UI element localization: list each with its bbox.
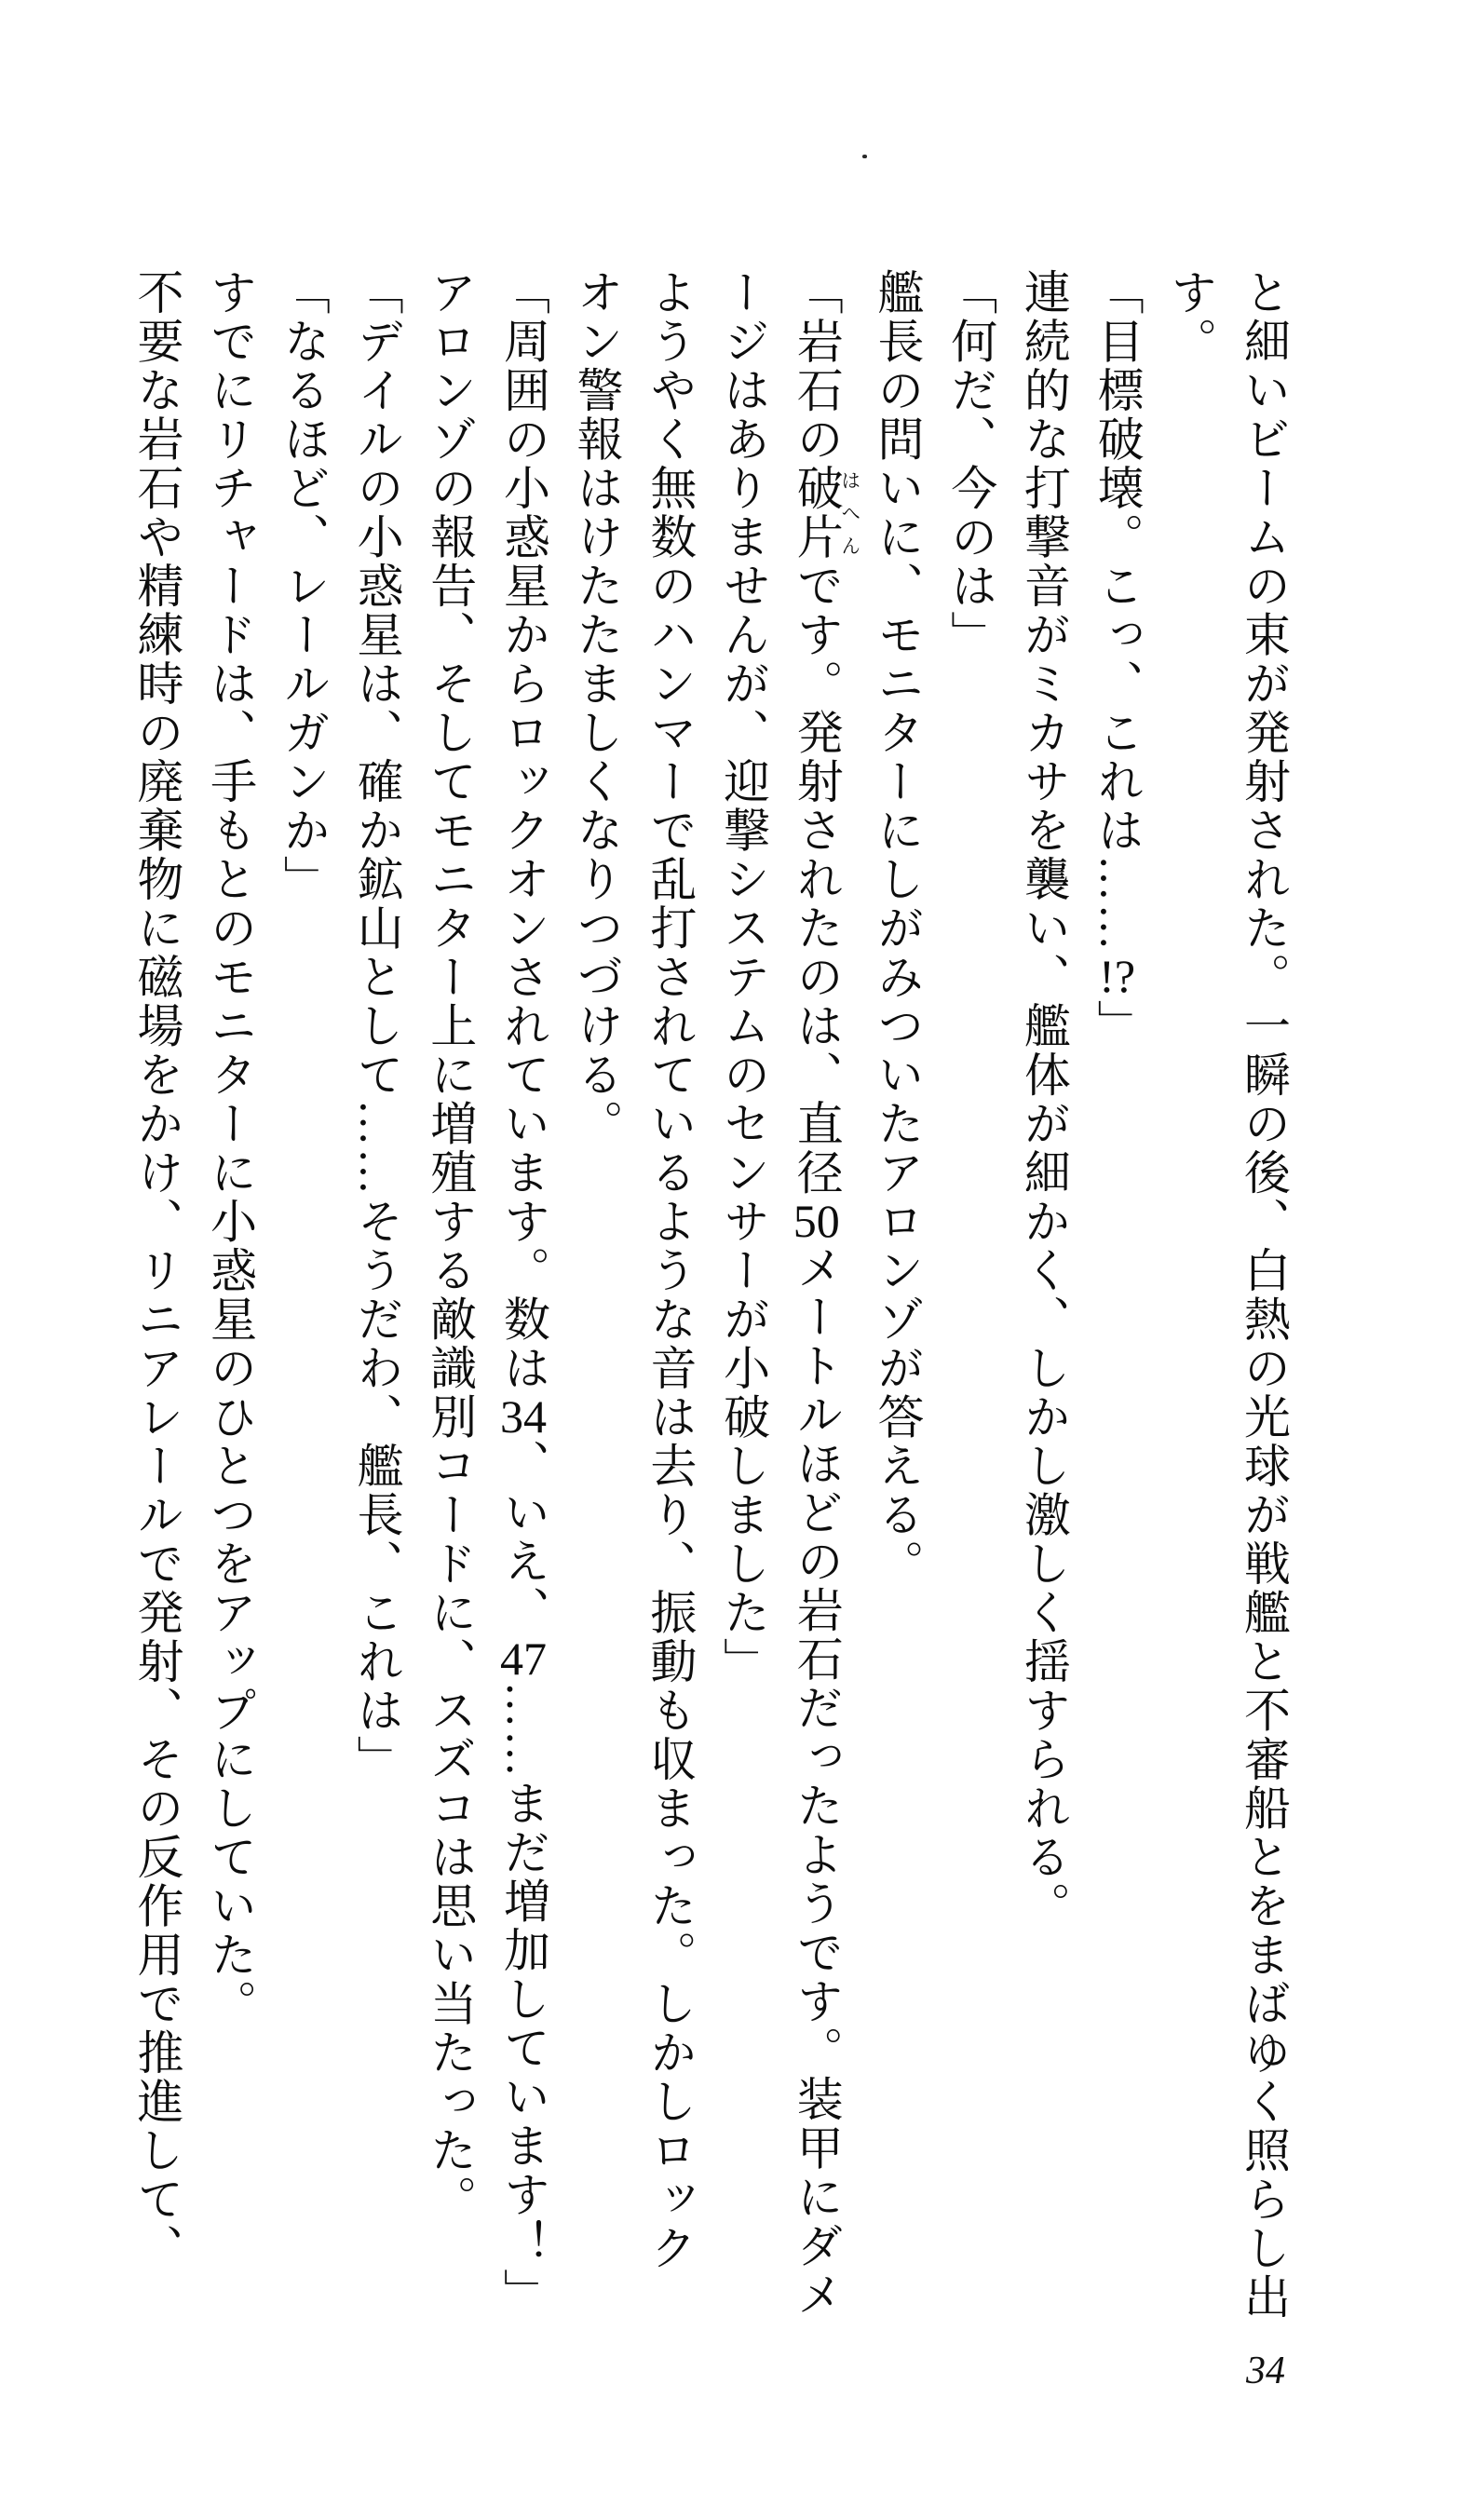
text-line: す。: [1164, 268, 1217, 366]
text-line: 艦長の問いに、モニターにしがみついたアロンゾが答える。: [871, 268, 924, 1589]
text-line: と細いビームの束が発射された。一瞬の後、白熱の光球が戦艦と不審船とをまばゆく照らし出: [1238, 268, 1290, 2322]
tatechuyoko-number: 47: [499, 1634, 547, 1682]
text-line: 「岩石の破片はへんです。発射されたのは、直径50メートルほどの岩石だったようです。装甲にダメ: [790, 268, 861, 2320]
tatechuyoko-number: 34: [499, 1392, 547, 1440]
tatechuyoko-number: !?: [1099, 953, 1136, 999]
text-line: 不要な岩石や精練時の廃棄物に磁場をかけ、リニアレールで発射、その反作用で推進して、: [130, 268, 183, 2273]
text-line: アロンゾの報告、そしてモニター上に増殖する敵識別コードに、スズコは思い当たった。: [424, 268, 477, 2224]
text-line: 連続的な打撃音がミカサを襲い、艦体が細かく、しかし激しく揺すられる。: [1017, 268, 1070, 1931]
text-line: ージはありませんが、迎撃システムのセンサーが小破しました」: [717, 268, 770, 1687]
text-line: ようやく無数のハンマーで乱打されているような音は去り、振動も収まった。しかしロック: [644, 268, 697, 2273]
furigana-ruby: 破片はへん: [790, 464, 861, 562]
text-line: 「何だ、今のは」: [944, 268, 997, 659]
tatechuyoko-number: 50: [793, 1197, 840, 1244]
body-text: [120, 268, 1300, 2322]
page-number: 34: [1246, 2350, 1285, 2392]
ink-speck: [862, 155, 867, 158]
text-line: すでにリチャードは、手もとのモニターに小惑星のひとつをアップにしていた。: [204, 268, 257, 2028]
text-line: 「周囲の小惑星からロックオンされています。数は34、いえ、47……まだ増加しています！」: [496, 268, 549, 2317]
text-line: 「デイルの小惑星は、確か鉱山として……そうだわ、艦長、これは」: [350, 268, 403, 1784]
text-line: 「なるほど、レールガンか」: [277, 268, 330, 904]
text-line: オン警報はけたたましくなりつづける。: [570, 268, 623, 1148]
text-line: 「目標破壊。こっ、これは……!?」: [1091, 268, 1144, 1049]
